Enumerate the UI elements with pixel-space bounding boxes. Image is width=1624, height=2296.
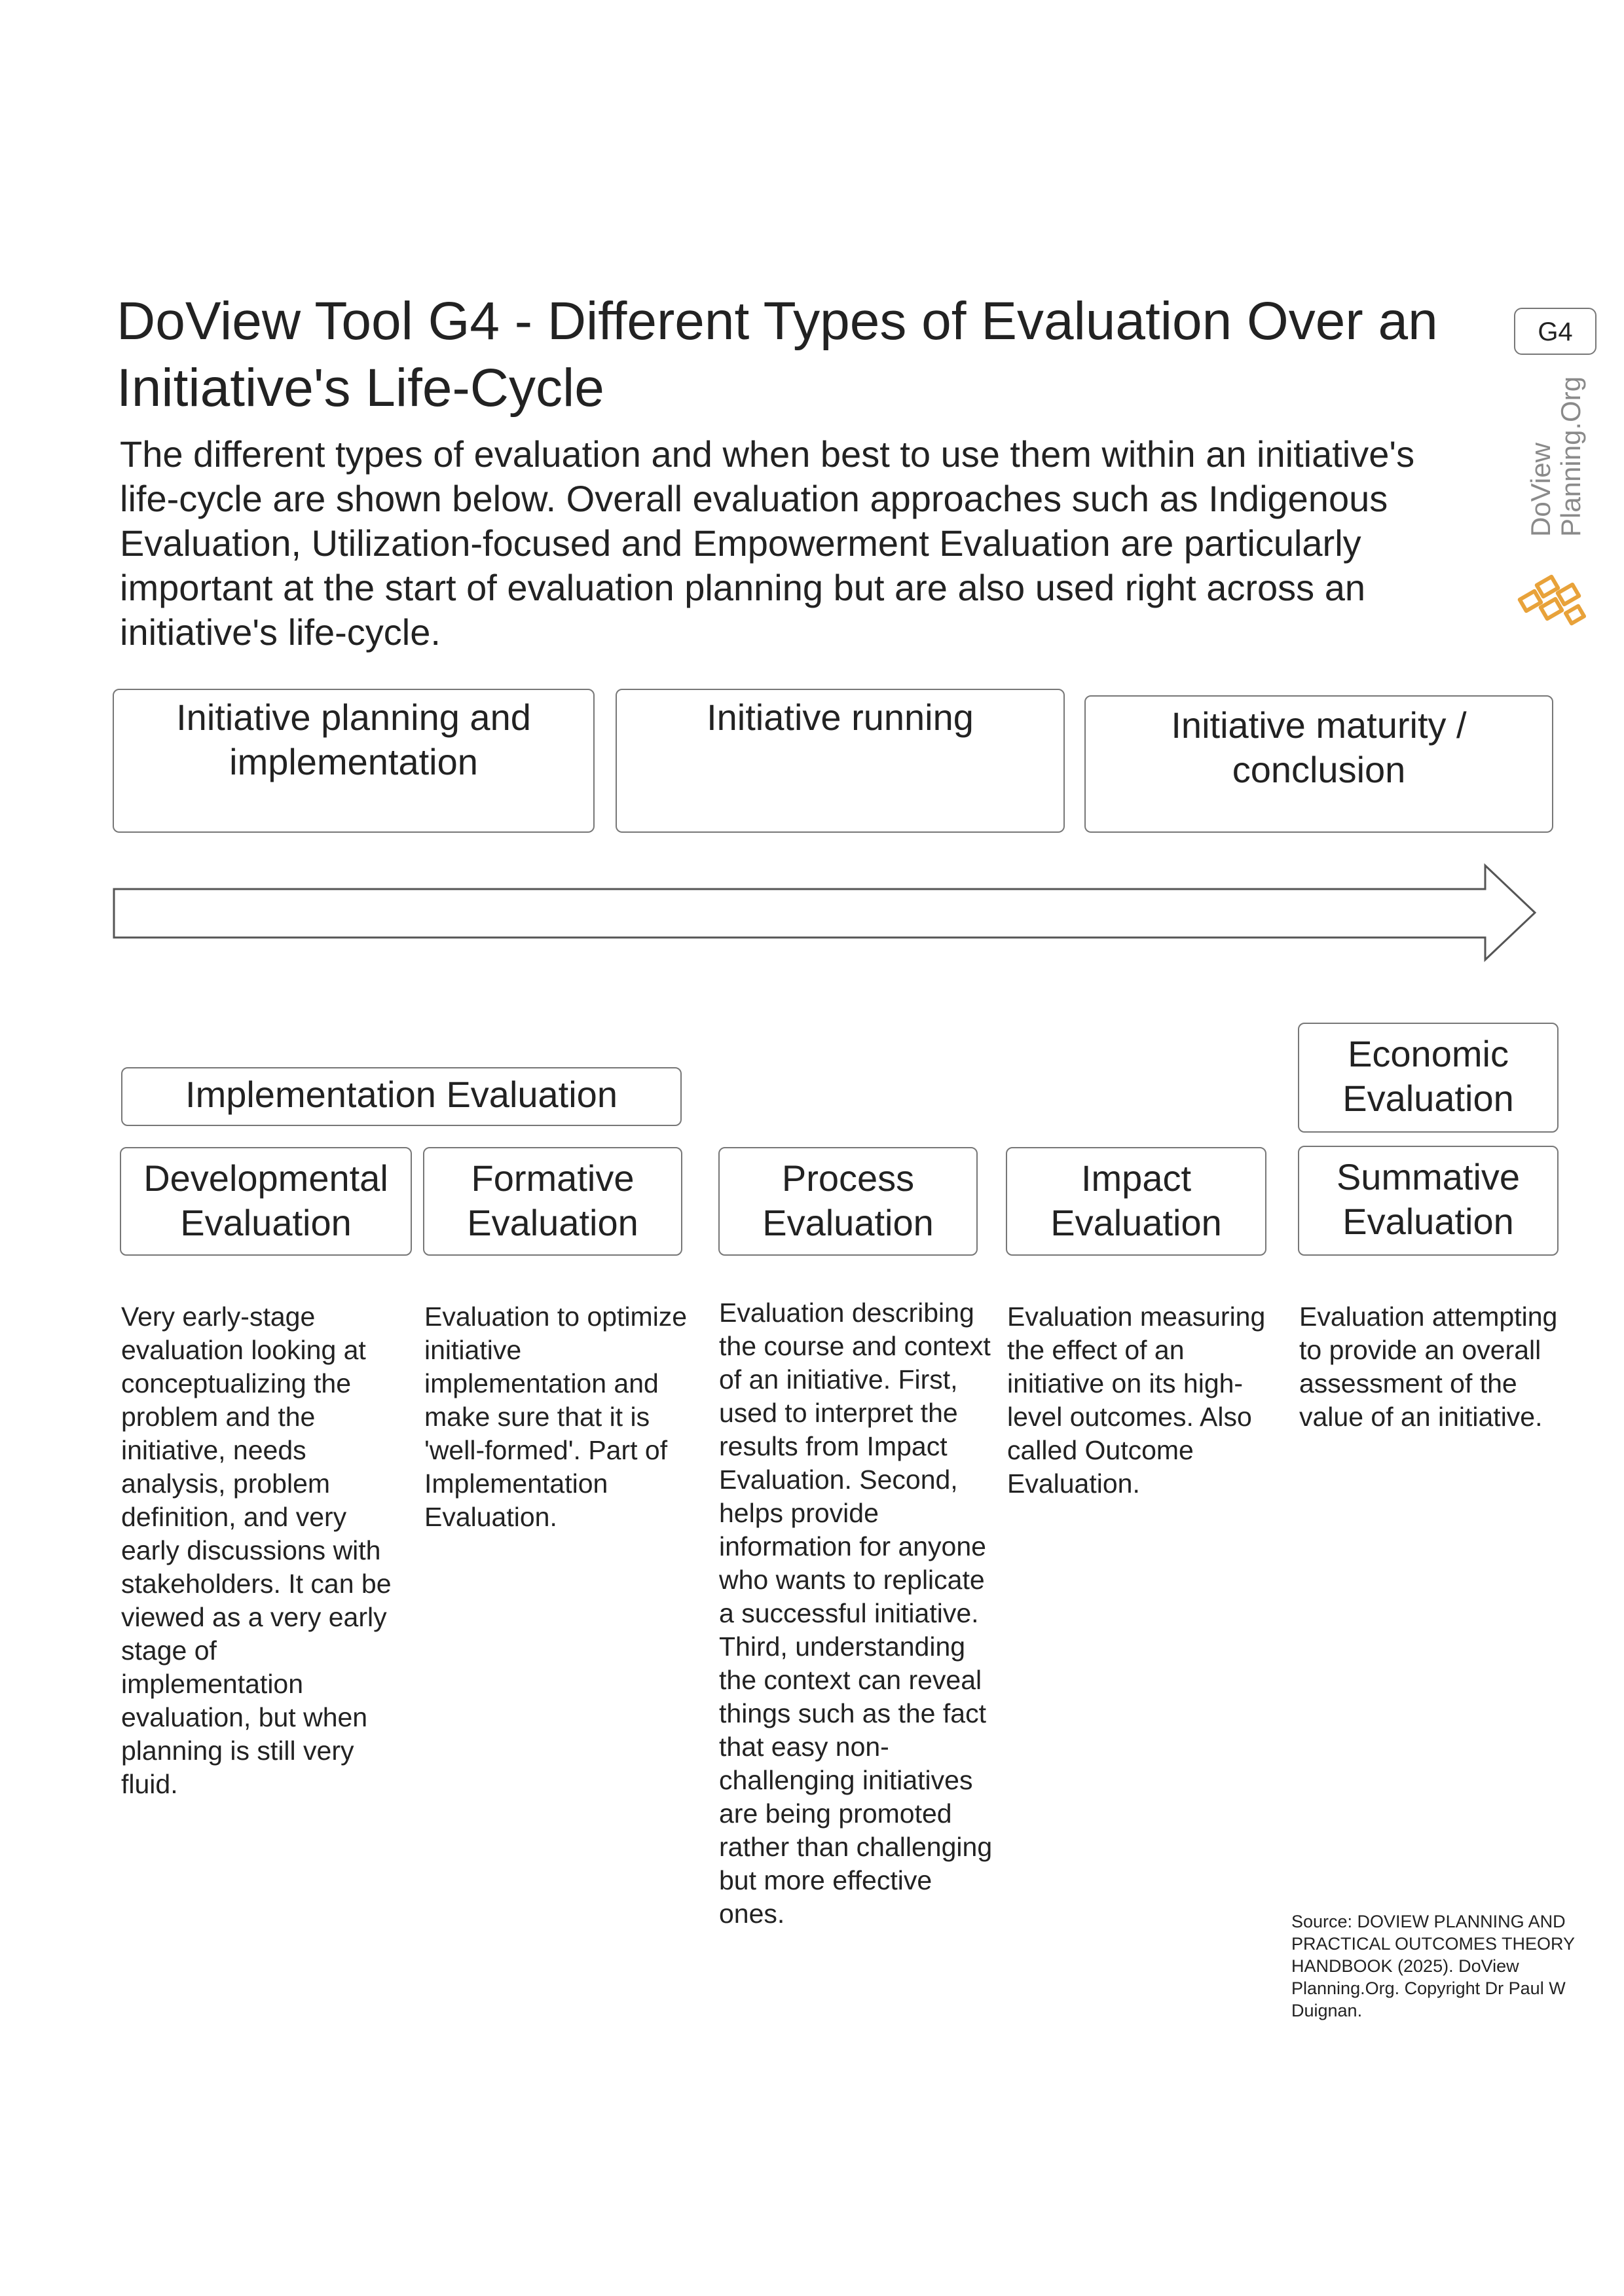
timeline-arrow <box>111 863 1552 974</box>
doview-logo-icon <box>1517 568 1595 631</box>
summative-description: Evaluation attempting to provide an overall assessment of the value of an initiative. <box>1299 1302 1558 1432</box>
formative-evaluation-box: Formative Evaluation <box>423 1147 682 1256</box>
page-title: DoView Tool G4 - Different Types of Evaluation Over an Initiative's Life-Cycle <box>117 291 1438 418</box>
phase-running: Initiative running <box>616 689 1065 833</box>
intro-text: The different types of evaluation and when best to use them within an initiative's life-cycle are shown below. Overall evaluation approaches such as Indigenous Evaluation, Utilization-focused and Empowerment Evaluation are particularly important at the start of evaluation planning but are also used right across an initiative's life-cycle. <box>120 433 1415 653</box>
impact-description: Evaluation measuring the effect of an initiative on its high-level outcomes. Also called Outcome Evaluation. <box>1007 1302 1266 1499</box>
brand-text: DoView Planning.Org <box>1525 376 1586 537</box>
economic-evaluation-box: Economic Evaluation <box>1298 1023 1559 1133</box>
phase-maturity: Initiative maturity / conclusion <box>1084 695 1553 833</box>
developmental-description: Very early-stage evaluation looking at conceptualizing the problem and the initiative, needs analysis, problem definition, and very early discussions with stakeholders. It can be viewed as a very early stage of implementation evaluation, but when planning is still very fluid. <box>121 1302 392 1799</box>
impact-evaluation-box: Impact Evaluation <box>1006 1147 1266 1256</box>
developmental-evaluation-box: Developmental Evaluation <box>120 1147 412 1256</box>
summative-evaluation-box: Summative Evaluation <box>1298 1146 1559 1256</box>
brand-block <box>1521 347 1593 543</box>
process-evaluation-box: Process Evaluation <box>718 1147 978 1256</box>
process-description: Evaluation describing the course and context of an initiative. First, used to interpret the results from Impact Evaluation. Second, helps provide information for anyone who wants to replicate a successful initiative. Third, understanding the context can reveal things such as the fact that easy non-challenging initiatives are being promoted rather than challenging but more effective ones. <box>719 1298 993 1929</box>
source-citation: Source: DOVIEW PLANNING AND PRACTICAL OUTCOMES THEORY HANDBOOK (2025). DoView Planning.Org. Copyright Dr Paul W Duignan. <box>1291 1912 1575 2020</box>
phase-planning: Initiative planning and implementation <box>113 689 595 833</box>
tool-tag: G4 <box>1514 308 1596 355</box>
implementation-evaluation-box: Implementation Evaluation <box>121 1067 682 1126</box>
formative-description: Evaluation to optimize initiative implementation and make sure that it is 'well-formed'. Part of Implementation Evaluation. <box>424 1302 688 1532</box>
